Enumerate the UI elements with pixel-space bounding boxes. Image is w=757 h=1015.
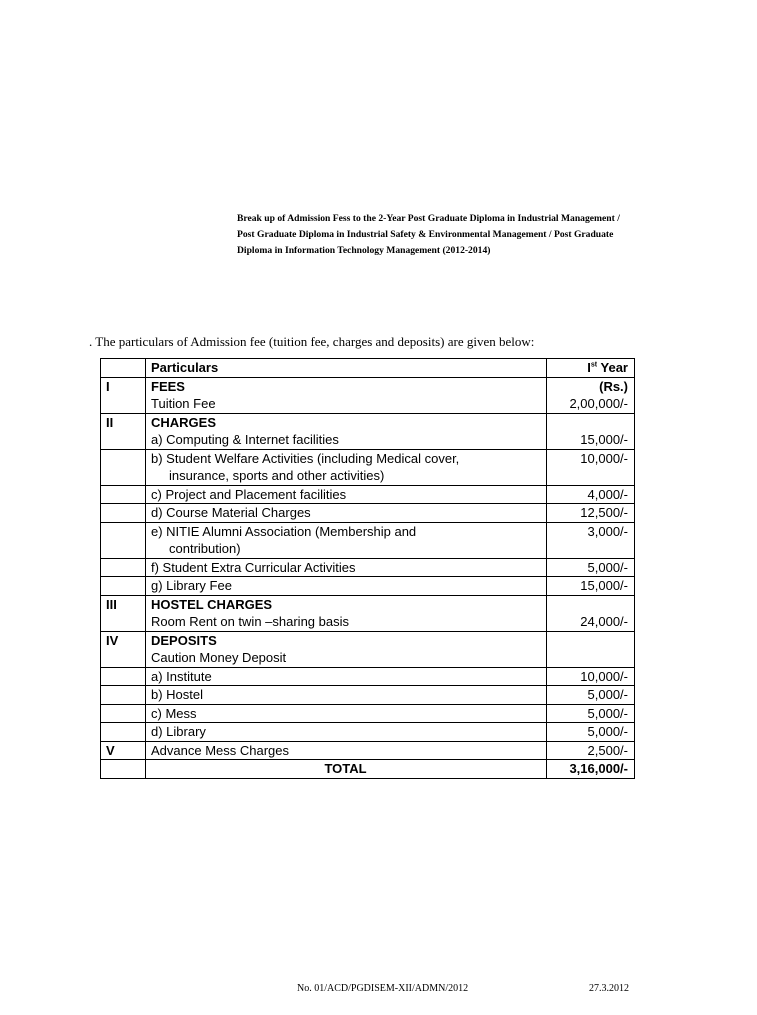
row-amount: 24,000/- [547,613,635,631]
table-header-row [101,359,635,378]
section-title-deposits: DEPOSITS [146,631,547,649]
row-label: c) Project and Placement facilities [146,485,547,504]
empty-cell [547,467,635,485]
total-amount: 3,16,000/- [547,760,635,779]
row-amount: 3,000/- [547,522,635,540]
empty-cell [547,595,635,613]
row-label: Advance Mess Charges [146,741,547,760]
empty-cell [101,686,146,705]
section-title-charges: CHARGES [146,413,547,431]
empty-cell [101,558,146,577]
empty-cell [547,413,635,431]
section-number: V [101,741,146,760]
row-amount: 4,000/- [547,485,635,504]
table-row [101,649,635,667]
row-label: e) NITIE Alumni Association (Membership and [146,522,547,540]
row-label: b) Student Welfare Activities (including Medical cover, [146,449,547,467]
empty-cell [101,431,146,449]
empty-cell [101,504,146,523]
currency-unit: (Rs.) [547,377,635,395]
section-number: III [101,595,146,613]
table-row [101,723,635,742]
row-label-continued-text: insurance, sports and other activities) [169,468,385,483]
year-header-prefix: I [587,360,591,375]
table-row [101,704,635,723]
particulars-header: Particulars [146,359,547,378]
document-heading [237,211,717,259]
row-label: f) Student Extra Curricular Activities [146,558,547,577]
section-title-fees: FEES [146,377,547,395]
row-amount: 5,000/- [547,704,635,723]
year-header [547,359,635,378]
serial-header-cell [101,359,146,378]
empty-cell [101,540,146,558]
document-date: 27.3.2012 [589,983,629,994]
empty-cell [101,467,146,485]
empty-cell [101,449,146,467]
table-row [101,741,635,760]
fee-table [100,358,635,779]
empty-cell [101,704,146,723]
empty-cell [547,649,635,667]
row-label: Room Rent on twin –sharing basis [146,613,547,631]
row-amount: 12,500/- [547,504,635,523]
total-label: TOTAL [324,761,367,776]
table-row [101,631,635,649]
year-header-sup: st [590,361,598,369]
table-row [101,395,635,413]
table-row [101,558,635,577]
row-label: d) Course Material Charges [146,504,547,523]
empty-cell [101,522,146,540]
table-row [101,467,635,485]
row-label: Caution Money Deposit [146,649,547,667]
row-amount: 10,000/- [547,667,635,686]
row-label: b) Hostel [146,686,547,705]
total-label-cell [146,760,547,779]
row-label: c) Mess [146,704,547,723]
row-amount: 2,00,000/- [547,395,635,413]
empty-cell [101,760,146,779]
row-label: Tuition Fee [146,395,547,413]
empty-cell [101,613,146,631]
document-reference: No. 01/ACD/PGDISEM-XII/ADMN/2012 [297,983,469,994]
table-row [101,504,635,523]
row-amount: 15,000/- [547,577,635,596]
row-label: a) Institute [146,667,547,686]
table-row [101,485,635,504]
section-number: IV [101,631,146,649]
row-label: g) Library Fee [146,577,547,596]
row-label: a) Computing & Internet facilities [146,431,547,449]
empty-cell [547,631,635,649]
row-label-continued [146,540,547,558]
table-row [101,431,635,449]
empty-cell [101,649,146,667]
empty-cell [101,667,146,686]
section-title-hostel: HOSTEL CHARGES [146,595,547,613]
row-label-continued-text: contribution) [169,541,241,556]
table-row [101,667,635,686]
heading-line-3: Diploma in Information Technology Management (2012-2014) [237,245,491,256]
empty-cell [101,577,146,596]
row-amount: 10,000/- [547,449,635,467]
table-row [101,577,635,596]
empty-cell [101,395,146,413]
table-row [101,686,635,705]
empty-cell [101,723,146,742]
section-number: I [101,377,146,395]
table-row [101,613,635,631]
row-amount: 15,000/- [547,431,635,449]
row-amount: 5,000/- [547,558,635,577]
row-amount: 5,000/- [547,686,635,705]
total-row [101,760,635,779]
table-row [101,595,635,613]
table-row [101,449,635,467]
intro-text: . The particulars of Admission fee (tuition fee, charges and deposits) are given below: [89,334,535,349]
table-row [101,377,635,395]
row-amount: 5,000/- [547,723,635,742]
row-label-continued [146,467,547,485]
heading-line-2: Post Graduate Diploma in Industrial Safety & Environmental Management / Post Graduate [237,229,614,240]
section-number: II [101,413,146,431]
table-row [101,522,635,540]
year-header-suffix: Year [597,360,628,375]
table-row [101,413,635,431]
table-row [101,540,635,558]
empty-cell [547,540,635,558]
heading-line-1: Break up of Admission Fess to the 2-Year Post Graduate Diploma in Industrial Management / [237,213,620,224]
row-amount: 2,500/- [547,741,635,760]
empty-cell [101,485,146,504]
row-label: d) Library [146,723,547,742]
